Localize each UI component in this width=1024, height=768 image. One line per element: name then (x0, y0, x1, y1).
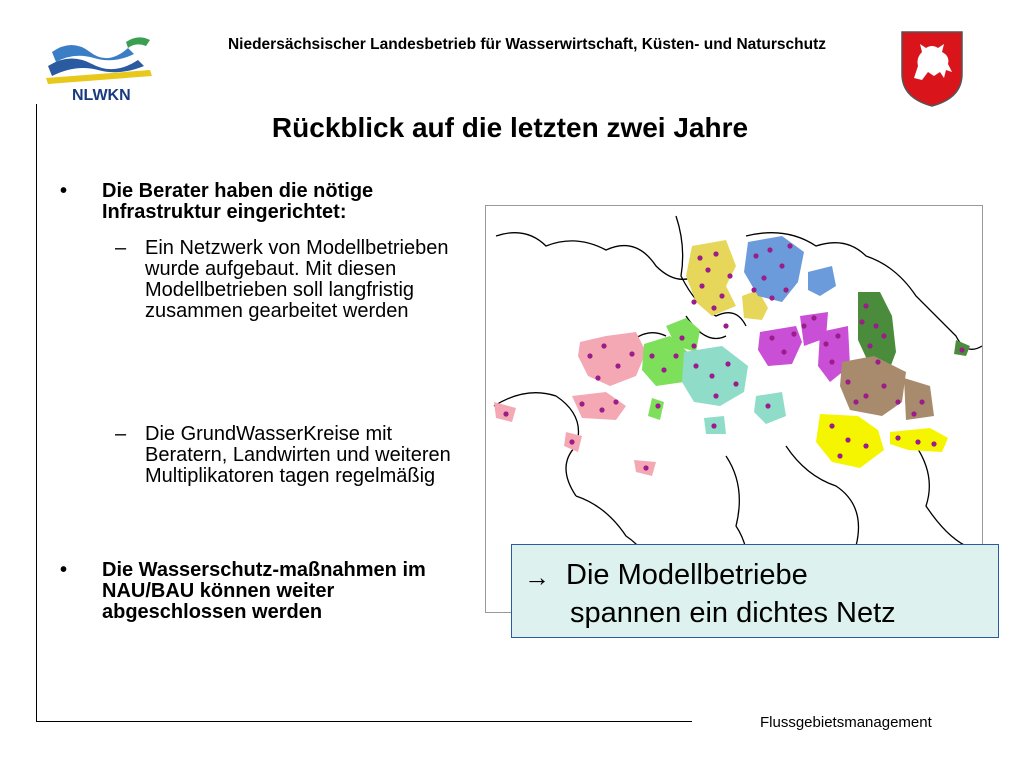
horizontal-divider (36, 721, 692, 722)
model-farm-marker (779, 263, 784, 268)
model-farm-marker (895, 435, 900, 440)
model-farm-marker (725, 361, 730, 366)
model-farm-marker (643, 465, 648, 470)
organization-name: Niedersächsischer Landesbetrieb für Wasserwirtschaft, Küsten- und Naturschutz (227, 36, 827, 53)
model-farm-marker (919, 399, 924, 404)
model-farm-marker (811, 315, 816, 320)
model-farm-marker (709, 373, 714, 378)
model-farm-marker (691, 343, 696, 348)
model-farm-marker (845, 379, 850, 384)
model-farm-marker (723, 323, 728, 328)
model-farm-marker (713, 393, 718, 398)
model-farm-marker (881, 333, 886, 338)
model-farm-marker (661, 367, 666, 372)
model-farm-marker (895, 399, 900, 404)
slide-title: Rückblick auf die letzten zwei Jahre (271, 112, 749, 143)
model-farm-marker (767, 247, 772, 252)
bullet-text: Die Berater haben die nötige Infrastruktur eingerichtet: (102, 180, 374, 223)
bullet-item (60, 560, 480, 656)
model-farm-marker (679, 335, 684, 340)
model-farm-marker (711, 305, 716, 310)
model-farm-marker (587, 353, 592, 358)
model-farm-marker (959, 347, 964, 352)
conclusion-callout (511, 544, 999, 638)
model-farm-marker (765, 403, 770, 408)
model-farm-marker (769, 335, 774, 340)
model-farm-marker (829, 359, 834, 364)
model-farm-marker (911, 411, 916, 416)
sub-bullet-text: Ein Netzwerk von Modellbetrieben wurde aufgebaut. Mit diesen Modellbetrieben soll langfristig zusammen gearbeitet werden (145, 237, 449, 322)
model-farm-marker (705, 267, 710, 272)
model-farm-marker (699, 283, 704, 288)
model-farm-marker (783, 287, 788, 292)
model-farm-marker (615, 363, 620, 368)
model-farm-marker (601, 343, 606, 348)
model-farm-marker (859, 319, 864, 324)
model-farm-marker (655, 403, 660, 408)
model-farm-marker (727, 273, 732, 278)
sub-bullet-marker: – (115, 423, 127, 445)
model-farm-marker (787, 243, 792, 248)
model-farm-marker (853, 399, 858, 404)
model-farm-marker (629, 351, 634, 356)
callout-line: spannen ein dichtes Netz (570, 597, 896, 629)
model-farm-marker (867, 343, 872, 348)
bullet-item (60, 181, 480, 225)
model-farm-marker (711, 423, 716, 428)
model-farm-marker (931, 441, 936, 446)
model-farm-marker (599, 407, 604, 412)
model-farm-marker (881, 383, 886, 388)
model-farm-marker (829, 423, 834, 428)
model-farm-marker (691, 299, 696, 304)
model-farm-marker (579, 401, 584, 406)
bullet-marker: • (60, 559, 68, 581)
model-farm-marker (751, 287, 756, 292)
sub-bullet-item (115, 424, 475, 524)
logo-text: NLWKN (72, 87, 131, 104)
model-farm-marker (845, 437, 850, 442)
model-farm-marker (719, 293, 724, 298)
model-farm-marker (649, 353, 654, 358)
sub-bullet-text: Die GrundWasserKreise mit Beratern, Landwirten und weiteren Multiplikatoren tagen regelmäßig (145, 423, 451, 487)
model-farm-marker (697, 255, 702, 260)
model-farm-marker (915, 439, 920, 444)
wave-logo-icon (40, 30, 165, 105)
sub-bullet-marker: – (115, 237, 127, 259)
model-farm-marker (769, 295, 774, 300)
callout-line: Die Modellbetriebe (566, 559, 808, 591)
model-farm-marker (835, 333, 840, 338)
model-farm-marker (673, 353, 678, 358)
model-farm-marker (863, 303, 868, 308)
bullet-marker: • (60, 180, 68, 202)
model-farm-marker (781, 349, 786, 354)
model-farm-marker (753, 253, 758, 258)
model-farm-marker (713, 251, 718, 256)
bullet-text: Die Wasserschutz-maßnahmen im NAU/BAU können weiter abgeschlossen werden (102, 559, 426, 623)
sub-bullet-item (115, 238, 475, 388)
model-farm-marker (875, 359, 880, 364)
model-farm-marker (873, 323, 878, 328)
model-farm-marker (791, 331, 796, 336)
arrow-right-icon: → (524, 562, 550, 592)
coat-of-arms-icon (898, 28, 966, 108)
model-farm-marker (503, 411, 508, 416)
model-farm-marker (863, 393, 868, 398)
vertical-divider (36, 104, 37, 722)
footer-label: Flussgebietsmanagement (760, 714, 932, 731)
model-farm-marker (693, 363, 698, 368)
model-farm-marker (801, 323, 806, 328)
model-farm-marker (761, 275, 766, 280)
model-farm-marker (837, 453, 842, 458)
model-farm-marker (733, 381, 738, 386)
model-farm-marker (613, 399, 618, 404)
model-farm-marker (595, 375, 600, 380)
nlwkn-logo (40, 30, 165, 105)
model-farm-marker (569, 439, 574, 444)
model-farm-marker (823, 341, 828, 346)
model-farm-marker (863, 443, 868, 448)
